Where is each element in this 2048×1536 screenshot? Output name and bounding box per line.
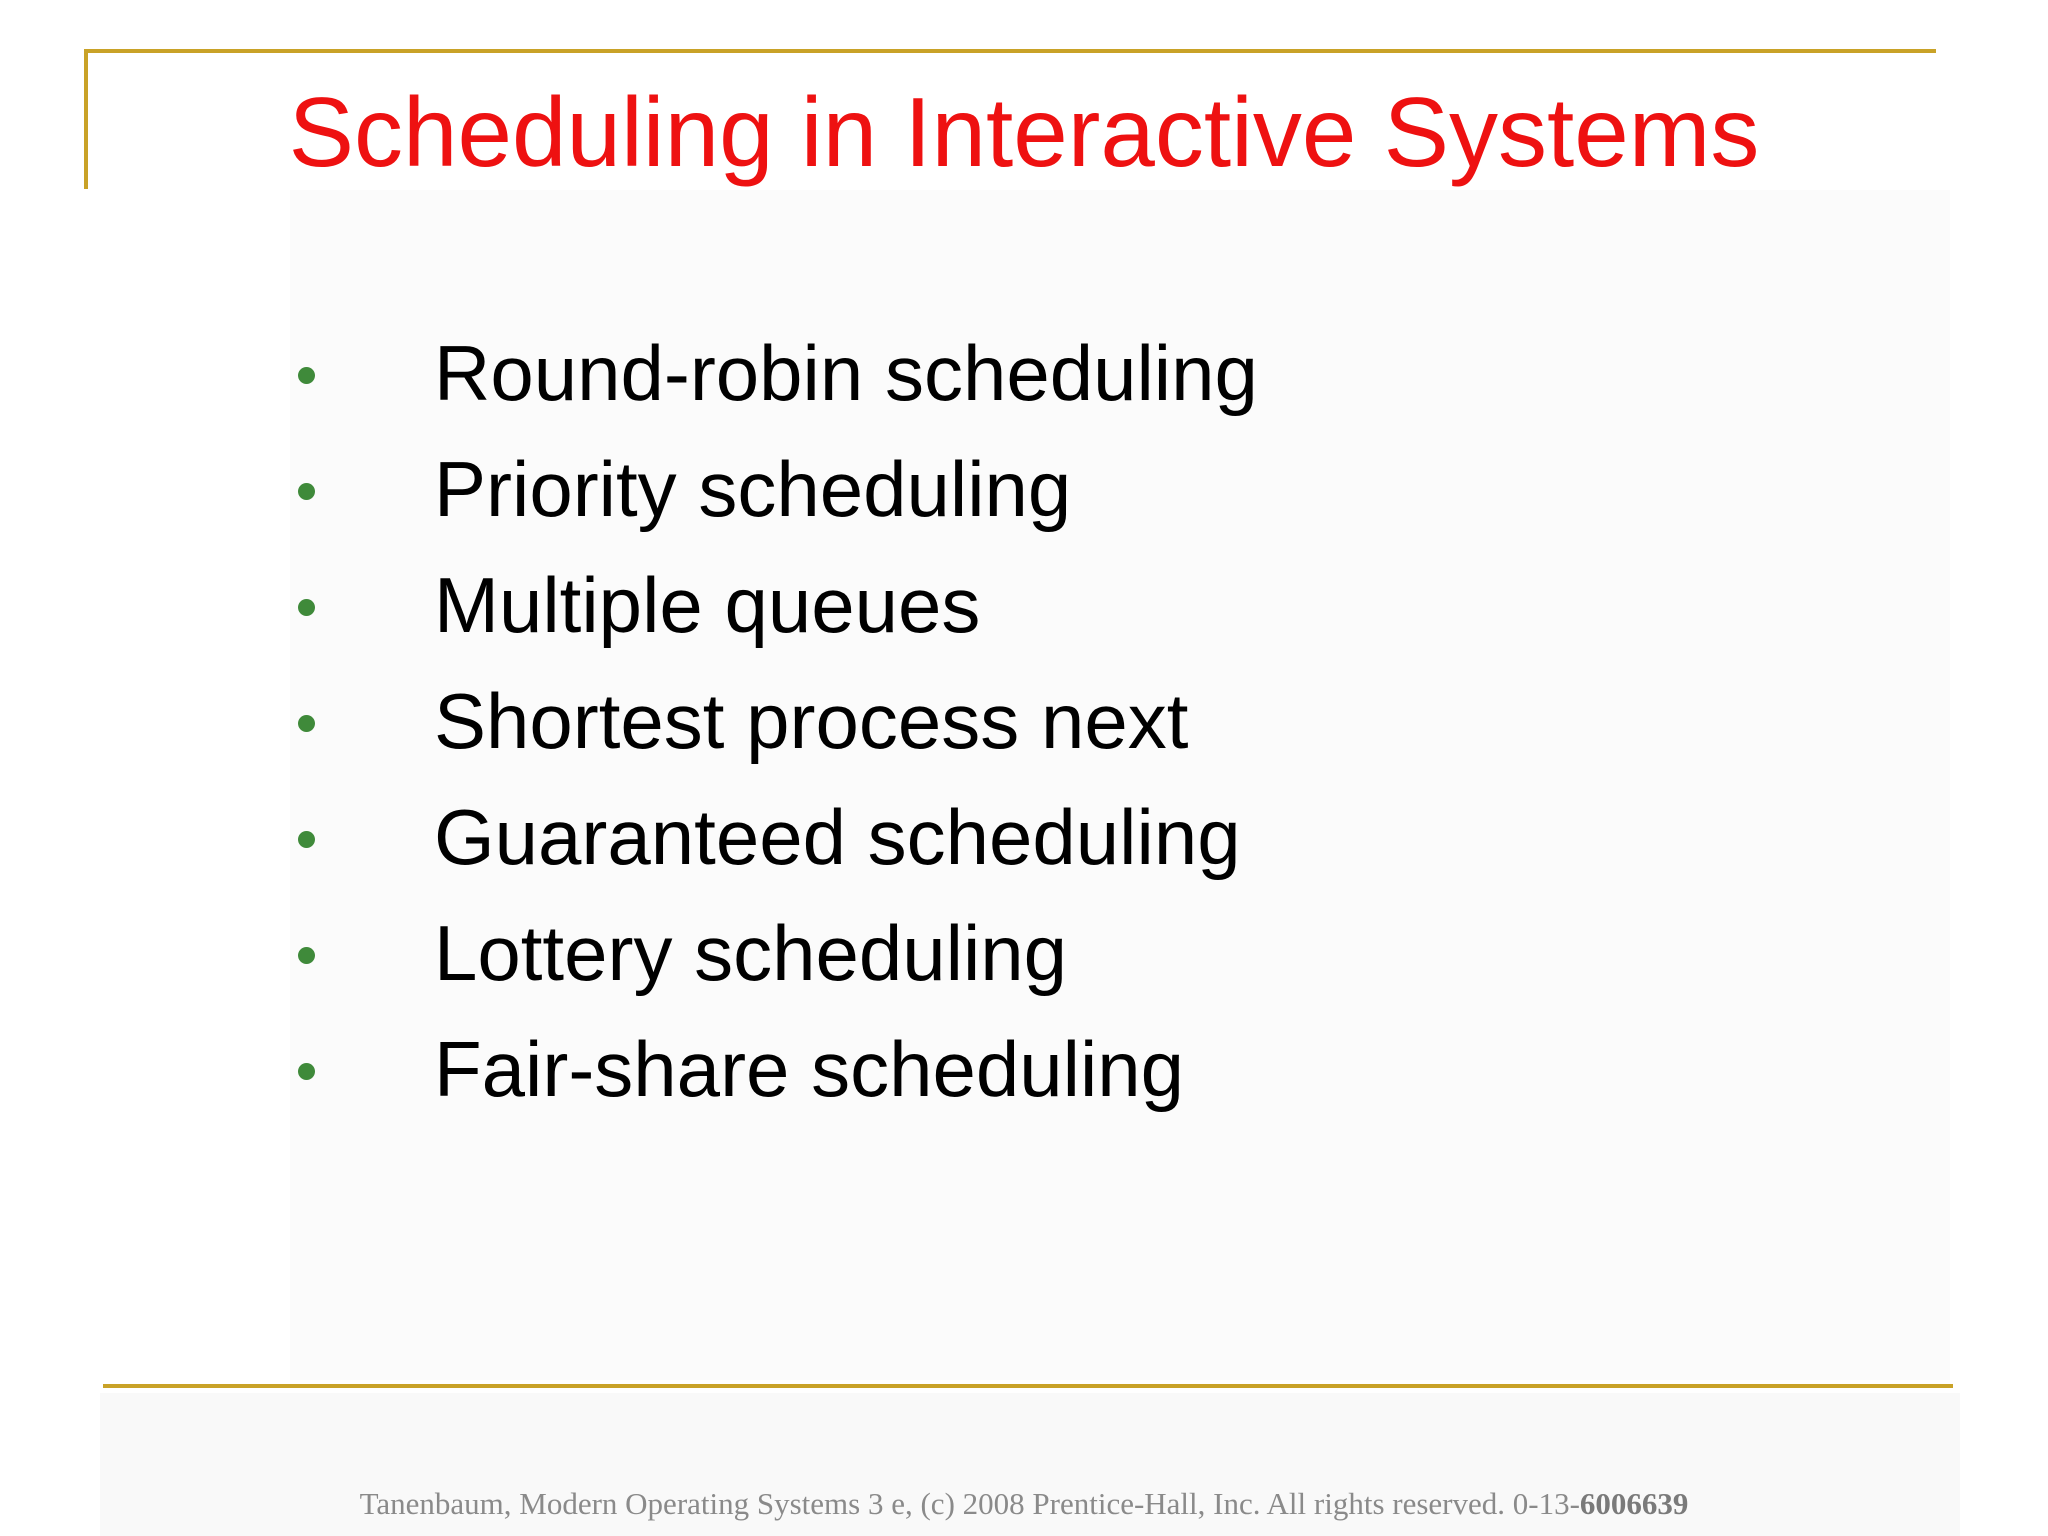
bullet-text: Lottery scheduling xyxy=(434,909,1068,997)
bullet-text: Round-robin scheduling xyxy=(434,329,1258,417)
top-rule xyxy=(84,49,1936,53)
bullet-dot-icon xyxy=(298,599,315,616)
bullet-text: Priority scheduling xyxy=(434,445,1072,533)
bullet-text: Multiple queues xyxy=(434,561,981,649)
bottom-rule xyxy=(103,1384,1953,1388)
bullet-text: Shortest process next xyxy=(434,677,1189,765)
slide-title: Scheduling in Interactive Systems xyxy=(288,77,1760,187)
bullet-dot-icon xyxy=(298,947,315,964)
bullet-dot-icon xyxy=(298,1063,315,1080)
footer-copyright xyxy=(0,1484,2048,1524)
bullet-text: Guaranteed scheduling xyxy=(434,793,1241,881)
footer-isbn: 6006639 xyxy=(1579,1486,1689,1521)
bullet-text: Fair-share scheduling xyxy=(434,1025,1185,1113)
bullet-dot-icon xyxy=(298,367,315,384)
footer-text: Tanenbaum, Modern Operating Systems 3 e, (c) 2008 Prentice-Hall, Inc. All rights reserved. 0-13- xyxy=(359,1486,1580,1521)
bullet-dot-icon xyxy=(298,831,315,848)
bullet-dot-icon xyxy=(298,483,315,500)
bullet-dot-icon xyxy=(298,715,315,732)
